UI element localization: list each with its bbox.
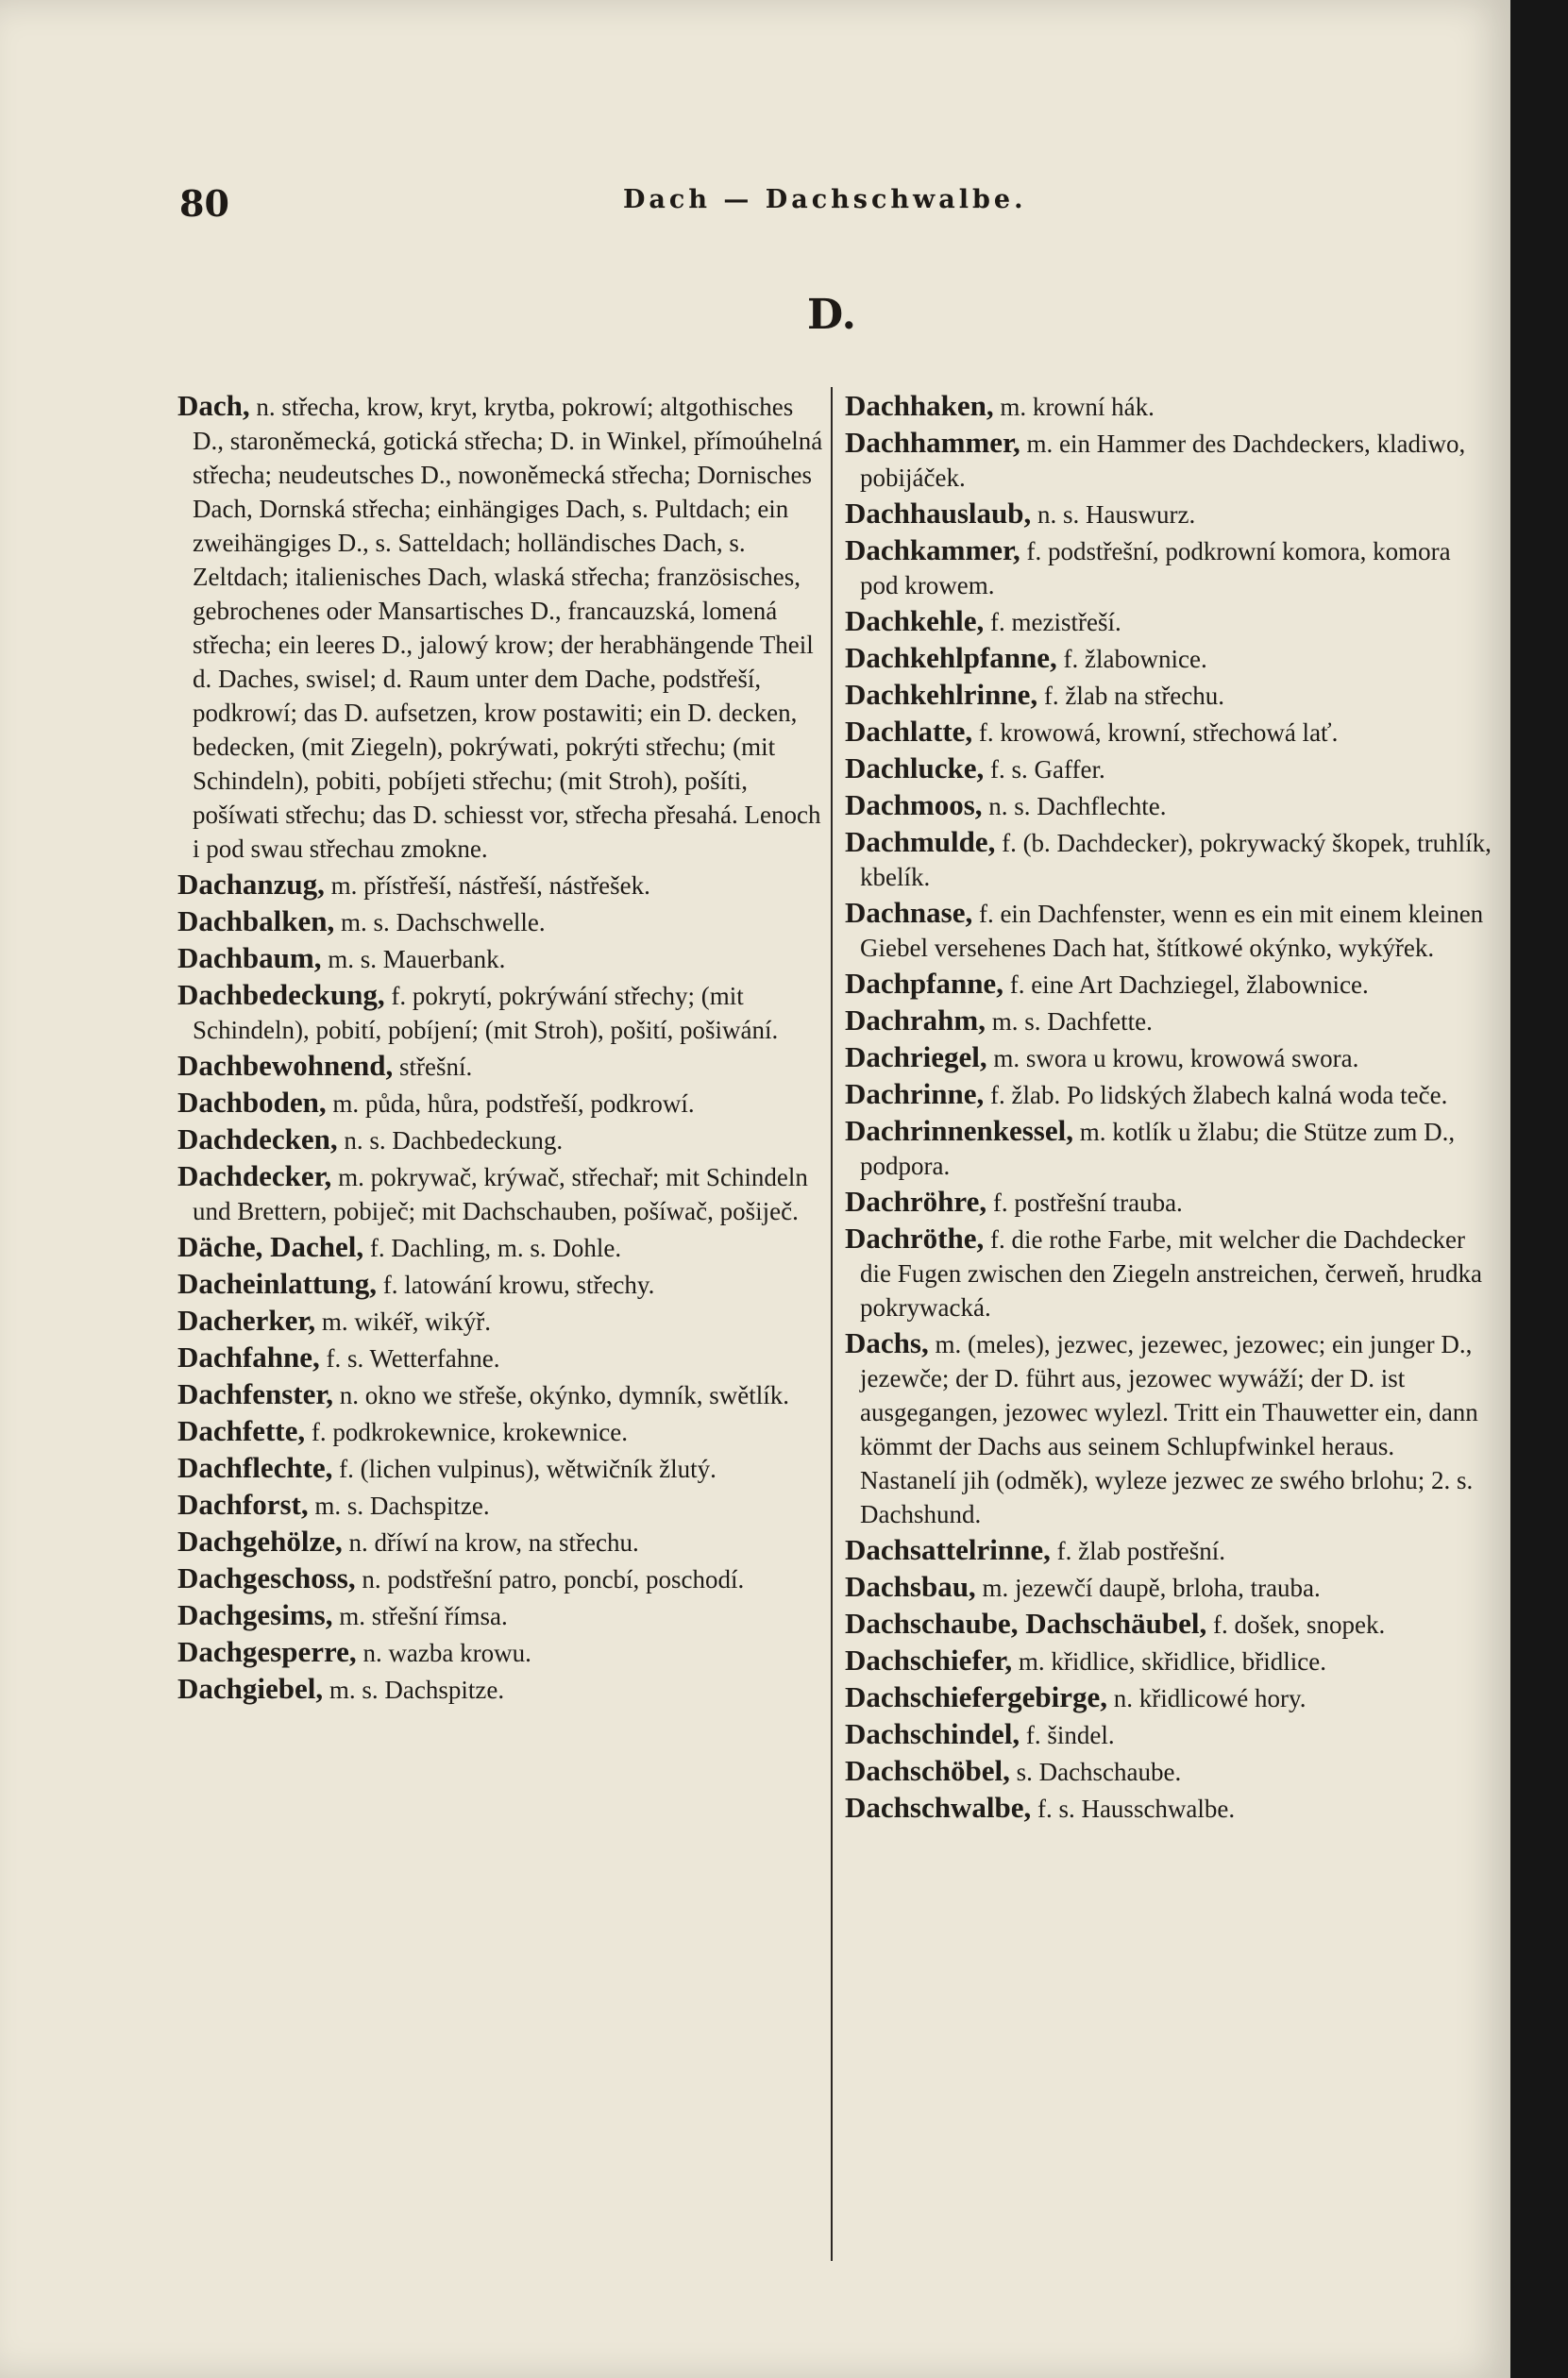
dictionary-entry (845, 1114, 1492, 1183)
entry-headword: Dachsattelrinne, (845, 1533, 1051, 1566)
dictionary-entry (177, 1377, 824, 1412)
entry-headword: Dacherker, (177, 1304, 316, 1337)
entry-definition: f. Dachling, m. s. Dohle. (369, 1234, 622, 1262)
entry-headword: Dachröthe, (845, 1222, 985, 1255)
entry-definition: f. žlab na střechu. (1043, 682, 1225, 710)
entry-definition: f. pokrytí, pokrýwání střechy; (mit Schindeln), pobití, pobíjení; (mit Stroh), pošití, pošiwání. (193, 982, 779, 1044)
entry-headword: Dachkehlrinne, (845, 678, 1038, 711)
entry-definition: m. přístřeší, nástřeší, nástřešek. (330, 871, 650, 900)
entry-headword: Dachgesims, (177, 1598, 333, 1631)
entry-headword: Dachfenster, (177, 1377, 334, 1410)
entry-definition: m. s. Mauerbank. (328, 945, 506, 973)
dictionary-entry (177, 1341, 824, 1375)
dictionary-entry (845, 1717, 1492, 1752)
entry-definition: n. podstřešní patro, poncbí, poschodí. (362, 1565, 745, 1594)
dictionary-entry (177, 1561, 824, 1596)
entry-definition: m. s. Dachspitze. (314, 1492, 490, 1520)
entry-definition: f. podstřešní, podkrowní komora, komora pod krowem. (860, 537, 1451, 599)
entry-headword: Dachkehlpfanne, (845, 641, 1057, 674)
entry-definition: f. žlab postřešní. (1056, 1537, 1226, 1565)
entry-definition: m. pokrywač, krýwač, střechař; mit Schindeln und Brettern, pobiječ; mit Dachschauben, pošíwač, pošiječ. (193, 1163, 808, 1225)
dictionary-entry (845, 389, 1492, 424)
entry-headword: Dachbalken, (177, 904, 335, 937)
dictionary-entry (845, 678, 1492, 713)
entry-headword: Däche, Dachel, (177, 1230, 364, 1263)
dictionary-entry (845, 641, 1492, 676)
dictionary-entry (845, 426, 1492, 495)
entry-definition: m. krowní hák. (1000, 393, 1155, 421)
dictionary-entry (845, 1680, 1492, 1715)
dictionary-entry (845, 1077, 1492, 1112)
entry-definition: m. střešní římsa. (339, 1602, 508, 1630)
entry-headword: Dachnase, (845, 896, 973, 929)
entry-headword: Dachs, (845, 1326, 929, 1359)
entry-headword: Dachbaum, (177, 941, 322, 974)
dictionary-entry (845, 1754, 1492, 1789)
entry-definition: f. podkrokewnice, krokewnice. (311, 1418, 629, 1446)
entry-definition: f. eine Art Dachziegel, žlabownice. (1009, 970, 1369, 999)
dictionary-entry (845, 604, 1492, 639)
page-number: 80 (179, 182, 229, 225)
entry-definition: m. kotlík u žlabu; die Stütze zum D., podpora. (860, 1118, 1456, 1180)
dictionary-entry (845, 896, 1492, 965)
entry-definition: střešní. (399, 1053, 473, 1081)
entry-definition: m. swora u krowu, krowowá swora. (993, 1044, 1359, 1072)
dictionary-entry (177, 1635, 824, 1670)
entry-headword: Dachkehle, (845, 604, 985, 637)
entry-definition: f. (lichen vulpinus), wětwičník žlutý. (339, 1455, 717, 1483)
dictionary-entry (845, 533, 1492, 602)
dictionary-entry (845, 1791, 1492, 1826)
entry-headword: Dachsbau, (845, 1570, 976, 1603)
column-divider (831, 387, 833, 2261)
entry-headword: Dachschindel, (845, 1717, 1020, 1750)
entry-headword: Dachrinne, (845, 1077, 985, 1110)
entry-definition: f. žlabownice. (1063, 645, 1207, 673)
entry-headword: Dacheinlattung, (177, 1267, 377, 1300)
entry-definition: m. křidlice, skřidlice, břidlice. (1018, 1647, 1326, 1676)
dictionary-entry (177, 1488, 824, 1523)
entry-headword: Dach, (177, 389, 250, 422)
entry-definition: m. s. Dachschwelle. (340, 908, 546, 936)
entry-headword: Dachschiefergebirge, (845, 1680, 1108, 1713)
entry-headword: Dachflechte, (177, 1451, 333, 1484)
entry-definition: n. střecha, krow, kryt, krytba, pokrowí; altgothisches D., staroněmecká, gotická střecha; D. in Winkel, přímoúhelná střecha; neudeutsches D., nowoněmecká střecha; Dornisches Dach, Dornská střecha; einhängiges Dach, s. Pultdach; ein zweihängiges D., s. Satteldach; holländisches Dach, s. Zeltdach; italienisches Dach, wlaská střecha; französisches, gebrochenes oder Mansartisches D., francauzská, lomená střecha; ein leeres D., jalowý krow; der herabhängende Theil d. Daches, swisel; d. Raum unter dem Dache, podstřeší, podkrowí; das D. aufsetzen, krow postawiti; ein D. decken, bedecken, (mit Ziegeln), pokrýwati, pokrýti střechu; (mit Schindeln), pobiti, pobíjeti střechu; (mit Stroh), pošíti, pošíwati střechu; das D. schiesst vor, střecha přesahá. Lenoch i pod swau střechau zmokne. (193, 393, 823, 863)
entry-headword: Dachlucke, (845, 751, 985, 784)
entry-definition: m. jezewčí daupě, brloha, trauba. (982, 1574, 1321, 1602)
entry-definition: f. žlab. Po lidských žlabech kalná woda teče. (990, 1081, 1448, 1109)
entry-definition: m. půda, hůra, podstřeší, podkrowí. (332, 1089, 695, 1118)
entry-definition: n. dříwí na krow, na střechu. (348, 1528, 639, 1557)
section-letter: D. (807, 291, 856, 339)
entry-definition: n. okno we střeše, okýnko, dymník, swětlík. (339, 1381, 789, 1409)
dictionary-entry (177, 1159, 824, 1228)
entry-headword: Dachröhre, (845, 1185, 987, 1218)
entry-definition: f. die rothe Farbe, mit welcher die Dachdecker die Fugen zwischen den Ziegeln anstreichen, čerweň, hrudka pokrywacká. (860, 1225, 1482, 1322)
entry-headword: Dachdecker, (177, 1159, 332, 1192)
entry-definition: m. s. Dachspitze. (329, 1676, 505, 1704)
entry-definition: f. latowání krowu, střechy. (382, 1271, 655, 1299)
entry-headword: Dachschiefer, (845, 1644, 1013, 1677)
entry-definition: m. wikéř, wikýř. (321, 1307, 492, 1336)
entry-definition: f. s. Wetterfahne. (326, 1344, 500, 1373)
entry-headword: Dachdecken, (177, 1122, 338, 1155)
entry-headword: Dachbewohnend, (177, 1049, 394, 1082)
entry-definition: f. s. Gaffer. (990, 755, 1105, 784)
entry-definition: f. krowowá, krowní, střechowá lať. (978, 718, 1339, 747)
entry-definition: n. s. Dachflechte. (988, 792, 1167, 820)
entry-definition: n. wazba krowu. (362, 1639, 531, 1667)
dictionary-entry (177, 1304, 824, 1339)
entry-headword: Dachgesperre, (177, 1635, 357, 1668)
dictionary-entry (845, 1607, 1492, 1642)
dictionary-entry (177, 1525, 824, 1560)
entry-definition: f. s. Hausschwalbe. (1037, 1795, 1236, 1823)
entry-definition: f. došek, snopek. (1213, 1611, 1386, 1639)
entry-headword: Dachhauslaub, (845, 497, 1032, 530)
dictionary-entry (177, 1122, 824, 1157)
dictionary-entry (177, 1230, 824, 1265)
entry-definition: f. mezistřeší. (990, 608, 1121, 636)
entry-headword: Dachforst, (177, 1488, 309, 1521)
entry-headword: Dachbedeckung, (177, 978, 385, 1011)
entry-headword: Dachgiebel, (177, 1672, 324, 1705)
entry-definition: f. (b. Dachdecker), pokrywacký škopek, truhlík, kbelík. (860, 829, 1492, 891)
dictionary-entry (845, 788, 1492, 823)
entry-headword: Dachgeschoss, (177, 1561, 356, 1594)
entry-definition: m. s. Dachfette. (991, 1007, 1153, 1036)
entry-definition: f. postřešní trauba. (992, 1189, 1183, 1217)
dictionary-entry (845, 1644, 1492, 1678)
dictionary-entry (845, 825, 1492, 894)
dictionary-entry (845, 715, 1492, 750)
entry-definition: m. (meles), jezwec, jezewec, jezowec; ein junger D., jezewče; der D. führt aus, jezowec wywáží; der D. ist ausgegangen, jezowec wylezl. Tritt ein Thauwetter ein, dann kömmt der Dachs aus seinem Schlupfwinkel heraus. Nastanelí jih (odměk), wyleze jezwec ze swého brlohu; 2. s. Dachshund. (860, 1330, 1478, 1528)
dictionary-entry (845, 1185, 1492, 1220)
entry-headword: Dachschaube, Dachschäubel, (845, 1607, 1207, 1640)
entry-definition: n. křidlicowé hory. (1113, 1684, 1307, 1712)
entry-headword: Dachboden, (177, 1086, 327, 1119)
entry-headword: Dachrahm, (845, 1003, 986, 1037)
dictionary-entry (177, 1598, 824, 1633)
book-spine-edge (1510, 0, 1568, 2378)
right-column (845, 389, 1492, 1828)
dictionary-entry (177, 1086, 824, 1121)
entry-headword: Dachriegel, (845, 1040, 987, 1073)
dictionary-entry (177, 1672, 824, 1707)
entry-headword: Dachfette, (177, 1414, 306, 1447)
entry-headword: Dachhaken, (845, 389, 994, 422)
entry-headword: Dachrinnenkessel, (845, 1114, 1073, 1147)
entry-headword: Dachschwalbe, (845, 1791, 1032, 1824)
entry-headword: Dachmoos, (845, 788, 983, 821)
dictionary-entry (845, 1533, 1492, 1568)
entry-headword: Dachlatte, (845, 715, 973, 748)
entry-headword: Dachkammer, (845, 533, 1020, 566)
dictionary-entry (177, 941, 824, 976)
entry-headword: Dachschöbel, (845, 1754, 1010, 1787)
running-head: Dach — Dachschwalbe. (623, 185, 1027, 214)
dictionary-entry (845, 1003, 1492, 1038)
entry-headword: Dachpfanne, (845, 967, 1003, 1000)
dictionary-entry (177, 389, 824, 866)
dictionary-entry (177, 1451, 824, 1486)
dictionary-entry (177, 978, 824, 1047)
dictionary-entry (845, 1222, 1492, 1324)
entry-headword: Dachhammer, (845, 426, 1020, 459)
dictionary-entry (177, 1414, 824, 1449)
dictionary-entry (177, 904, 824, 939)
entry-definition: m. ein Hammer des Dachdeckers, kladiwo, pobijáček. (860, 430, 1466, 492)
dictionary-entry (845, 1040, 1492, 1075)
entry-definition: s. Dachschaube. (1016, 1758, 1182, 1786)
dictionary-entry (177, 868, 824, 902)
entry-headword: Dachanzug, (177, 868, 325, 901)
dictionary-entry (845, 1326, 1492, 1531)
dictionary-entry (845, 497, 1492, 531)
entry-headword: Dachgehölze, (177, 1525, 343, 1558)
entry-definition: f. šindel. (1025, 1721, 1115, 1749)
dictionary-entry (845, 967, 1492, 1002)
entry-definition: n. s. Hauswurz. (1037, 500, 1196, 529)
entry-definition: f. ein Dachfenster, wenn es ein mit einem kleinen Giebel versehenes Dach hat, štítkowé okýnko, wykýřek. (860, 900, 1484, 962)
dictionary-entry (177, 1267, 824, 1302)
dictionary-entry (845, 1570, 1492, 1605)
entry-headword: Dachfahne, (177, 1341, 320, 1374)
dictionary-entry (177, 1049, 824, 1084)
entry-definition: n. s. Dachbedeckung. (344, 1126, 564, 1155)
left-column (177, 389, 824, 1709)
entry-headword: Dachmulde, (845, 825, 996, 858)
dictionary-entry (845, 751, 1492, 786)
